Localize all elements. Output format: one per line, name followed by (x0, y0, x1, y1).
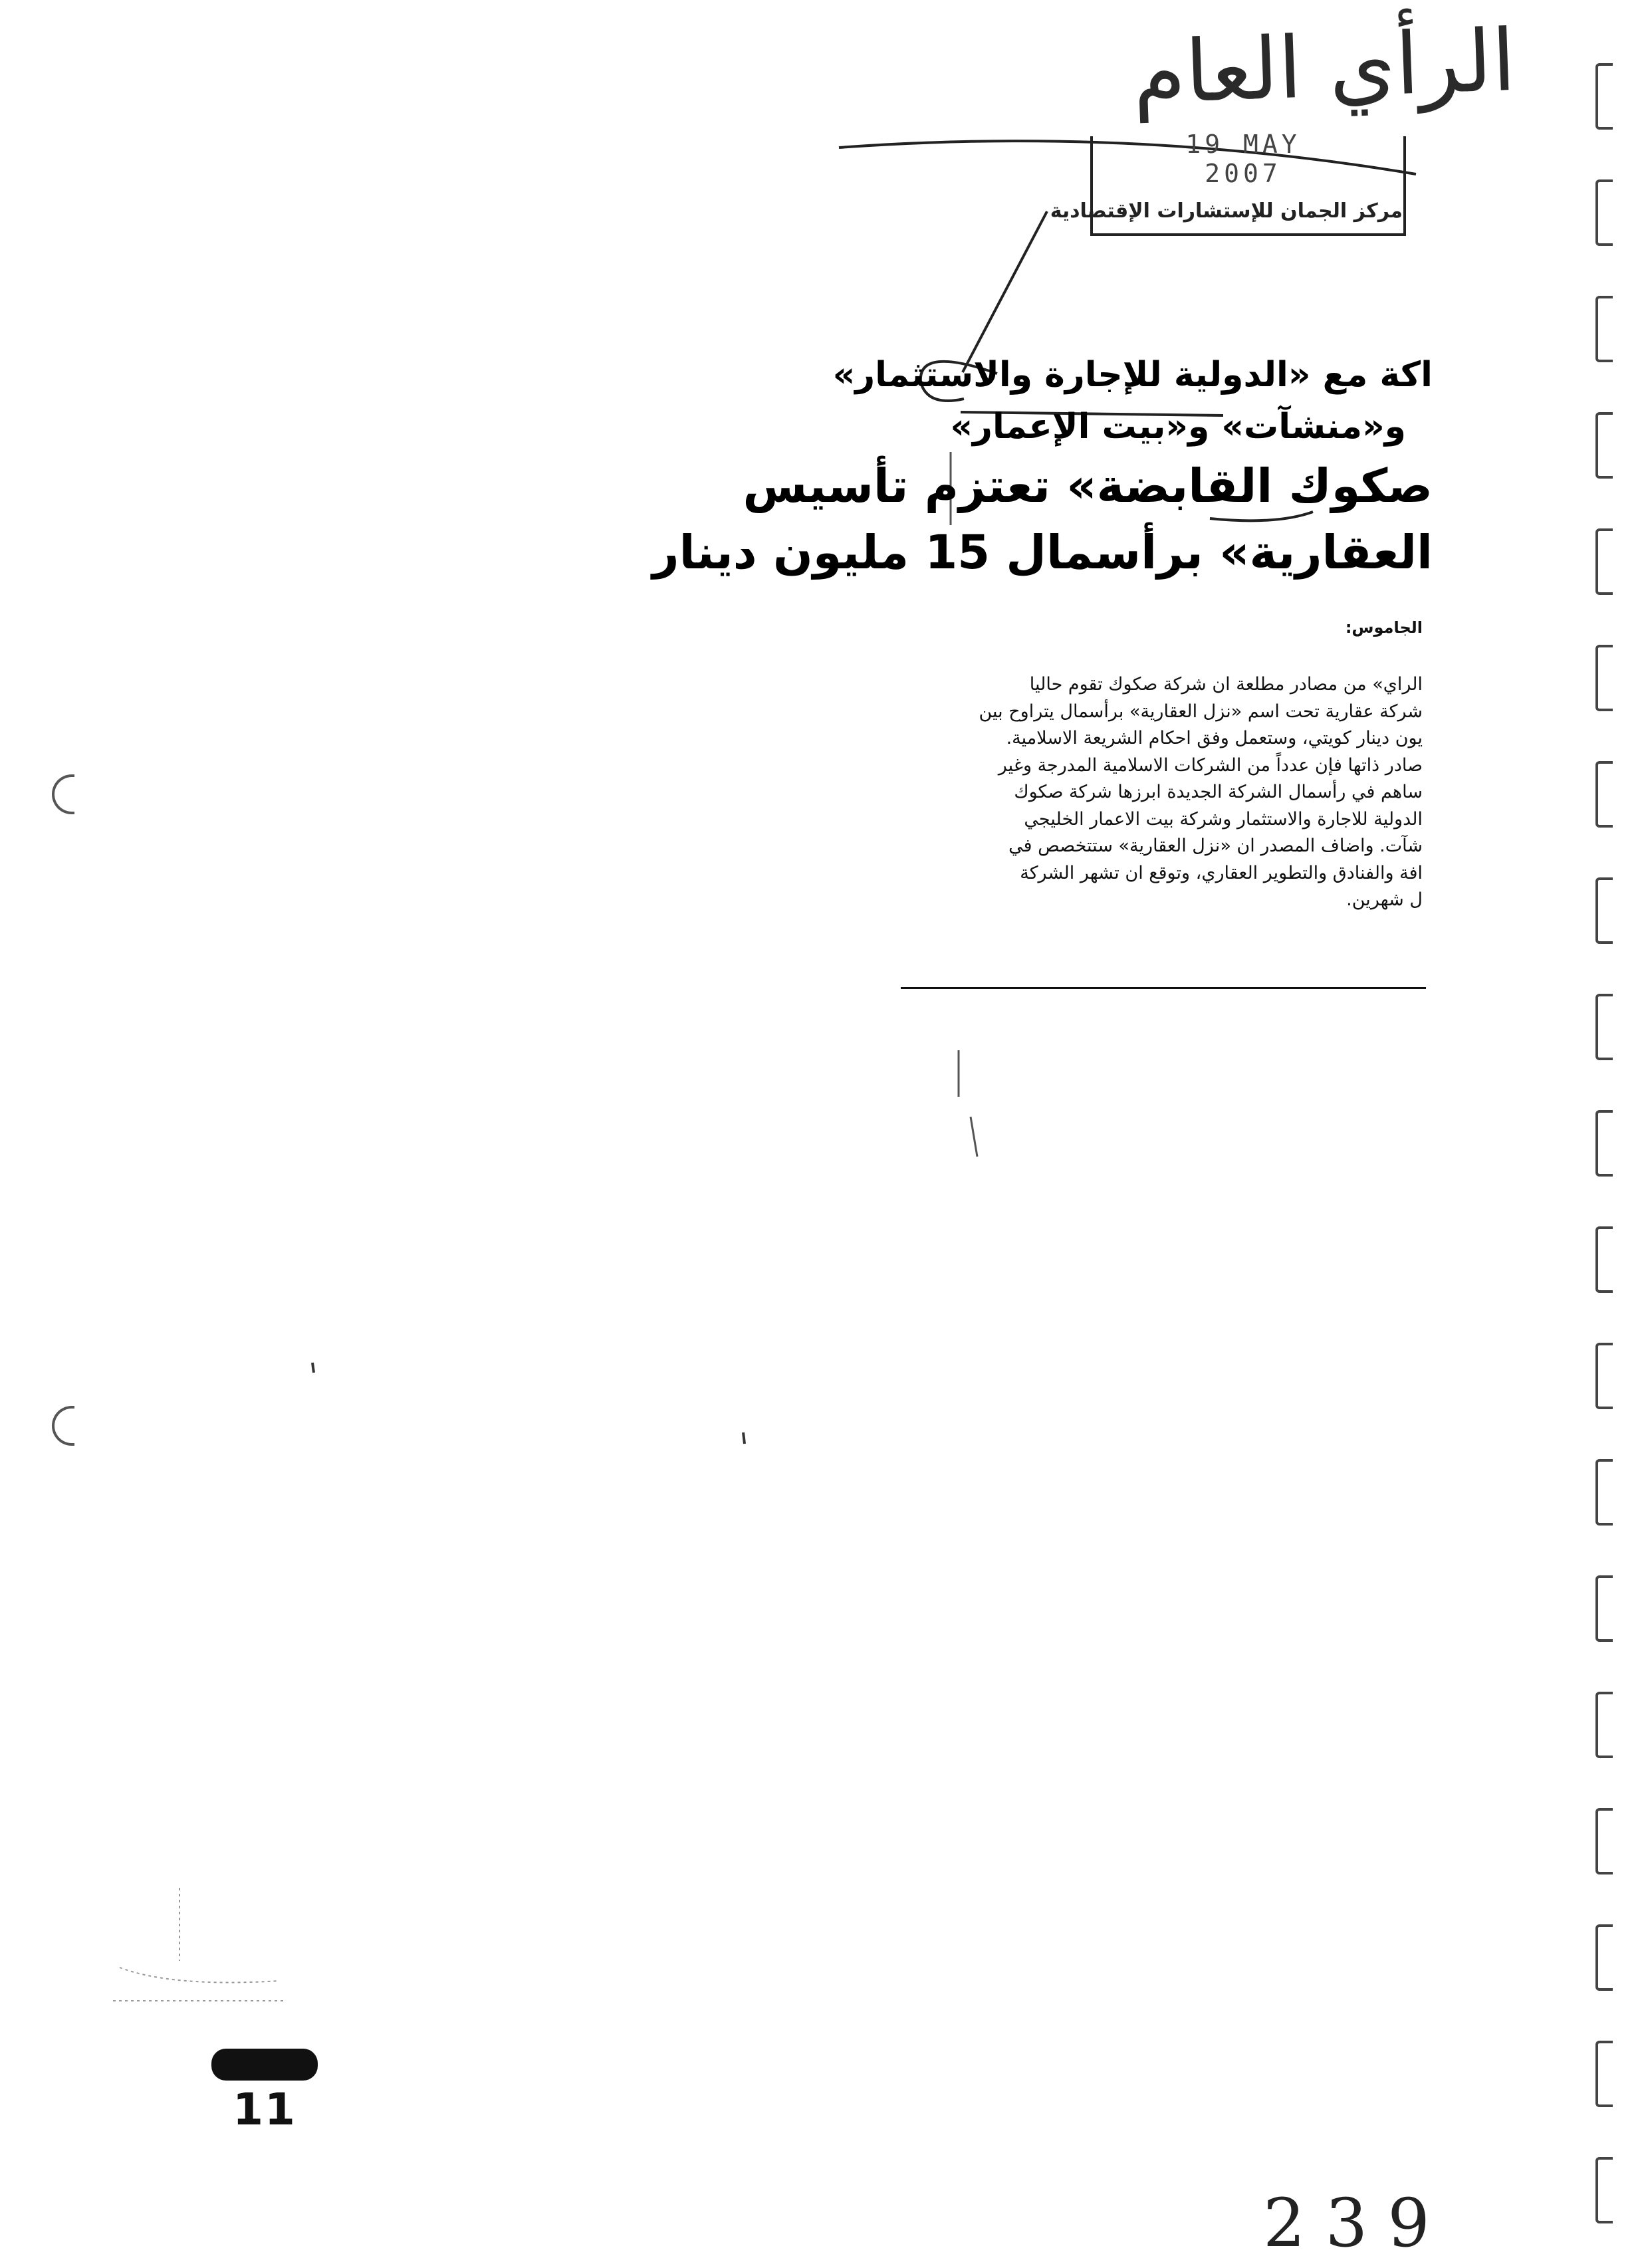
body-line: الراي» من مصادر مطلعة ان شركة صكوك تقوم حاليا (1029, 674, 1423, 695)
binder-hole (1595, 2157, 1613, 2223)
binder-hole (1595, 412, 1613, 479)
stamp-center-name: مركز الجمان للإستشارات الإقتصادية (1050, 199, 1403, 223)
binder-hole (1595, 528, 1613, 595)
binder-hole (1595, 1343, 1613, 1409)
body-line: ساهم في رأسمال الشركة الجديدة ابرزها شركة صكوك (1014, 782, 1423, 802)
article-byline: الجاموس: (1345, 618, 1423, 637)
binder-hole (1595, 1459, 1613, 1526)
headline-line-3: صكوك القابضة» تعتزم تأسيس (743, 459, 1433, 513)
binder-hole (1595, 1808, 1613, 1874)
page-number: 11 (233, 2084, 296, 2135)
headline-line-2: و«منشآت» و«بيت الإعمار» (950, 407, 1406, 447)
article-headline (652, 349, 1433, 586)
binder-hole (1595, 645, 1613, 711)
speck-2 (743, 1432, 745, 1444)
binder-hole (1595, 179, 1613, 246)
pen-line-diagonal (963, 211, 1047, 372)
margin-mark-2 (959, 1050, 977, 1157)
punch-hole-mark (52, 774, 74, 814)
page-number-badge (211, 2049, 318, 2081)
speck-1 (312, 1363, 314, 1373)
binder-hole (1595, 761, 1613, 828)
binder-hole (1595, 1924, 1613, 1991)
binder-hole (1595, 296, 1613, 362)
binder-hole (1595, 877, 1613, 944)
punch-hole-mark (52, 1406, 74, 1446)
body-line: الدولية للاجارة والاستثمار وشركة بيت الاعمار الخليجي (1024, 808, 1423, 830)
binder-hole (1595, 1226, 1613, 1293)
body-line: يون دينار كويتي، وستعمل وفق احكام الشريعة الاسلامية. (1006, 728, 1423, 748)
body-line: شركة عقارية تحت اسم «نزل العقارية» برأسمال يتراوح بين (979, 701, 1423, 722)
article-body (904, 671, 1423, 977)
handwritten-page-number: 239 (1263, 2184, 1450, 2262)
headline-line-4: العقارية» برأسمال 15 مليون دينار (652, 525, 1433, 580)
body-line: افة والفنادق والتطوير العقاري، وتوقع ان تشهر الشركة (1020, 862, 1423, 883)
headline-line-1: اكة مع «الدولية للإجارة والاستثمار» (832, 355, 1433, 395)
scan-noise (113, 1888, 286, 2001)
binder-hole (1595, 1110, 1613, 1177)
binder-hole (1595, 2041, 1613, 2107)
binder-hole (1595, 994, 1613, 1060)
article-bottom-rule (901, 987, 1426, 989)
body-line: صادر ذاتها فإن عدداً من الشركات الاسلامية المدرجة وغير (998, 754, 1423, 776)
newspaper-handwritten-name: الرأي العام (1131, 11, 1518, 124)
stamp-date: 19 MAY 2007 (1185, 130, 1301, 188)
body-line: شآت. واضاف المصدر ان «نزل العقارية» ستتخصص في (1008, 836, 1423, 856)
binder-hole (1595, 1692, 1613, 1758)
binder-hole (1595, 1575, 1613, 1642)
binder-hole (1595, 63, 1613, 130)
body-line: ل شهرين. (1346, 889, 1423, 910)
